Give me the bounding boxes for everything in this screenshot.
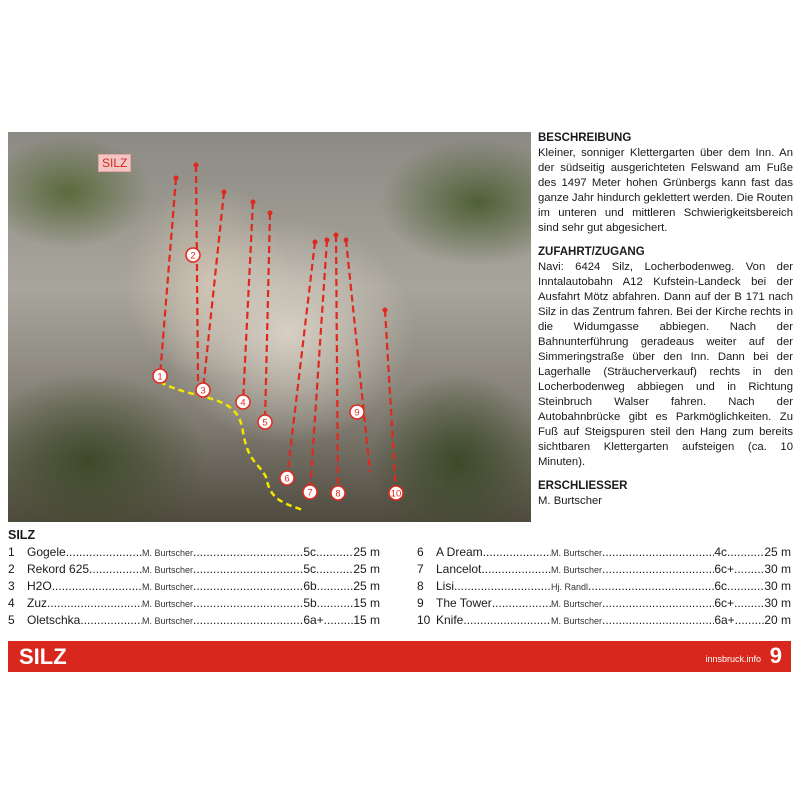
route-name: H2O	[27, 579, 52, 593]
leader-dots	[727, 545, 764, 559]
route-length: 20 m	[764, 613, 791, 627]
route-length: 30 m	[764, 579, 791, 593]
leader-dots	[193, 613, 303, 627]
route-name: Knife	[436, 613, 464, 627]
section-heading: ERSCHLIESSER	[538, 480, 628, 492]
footer-site: innsbruck.info	[705, 654, 761, 664]
page-number: 9	[769, 643, 782, 668]
section-description	[538, 131, 793, 236]
leader-dots	[316, 545, 353, 559]
route-grade: 6b	[303, 579, 317, 593]
route-row	[8, 545, 380, 562]
route-setter: M. Burtscher	[142, 616, 194, 626]
route-number: 5	[8, 613, 15, 627]
route-grade: 5b	[303, 596, 317, 610]
route-list-left	[8, 545, 380, 630]
route-marker-label: 3	[200, 385, 206, 397]
route-marker-label: 9	[354, 407, 360, 419]
route-number: 10	[417, 613, 431, 627]
route-name: Lancelot	[436, 562, 482, 576]
sector-title: SILZ	[8, 528, 36, 542]
anchor-dot	[251, 200, 256, 205]
route-setter: M. Burtscher	[551, 616, 603, 626]
route-line	[336, 235, 338, 493]
leader-dots	[193, 562, 303, 576]
route-number: 7	[417, 562, 424, 576]
route-marker-label: 10	[390, 488, 402, 500]
leader-dots	[193, 545, 303, 559]
section-heading: BESCHREIBUNG	[538, 132, 632, 144]
sector-tag: SILZ	[98, 154, 131, 172]
anchor-dot	[334, 233, 339, 238]
route-name: Oletschka	[27, 613, 81, 627]
route-row	[8, 562, 380, 579]
route-list-right	[417, 545, 791, 630]
anchor-dot	[194, 163, 199, 168]
route-length: 30 m	[764, 596, 791, 610]
leader-dots	[481, 562, 551, 576]
section-text: Kleiner, sonniger Klettergarten über dem Inn. An der südseitig ausgerichteten Felswand am Fuße des 1497 Meter hohen Grünbergs kann fast das ganze Jahr hindurch geklettert werden. Die Routen im unteren und mittleren Schwierigkeitsbereich sind sehr gut abgesichert.	[538, 147, 793, 234]
leader-dots	[52, 579, 142, 593]
anchor-dot	[383, 308, 388, 313]
route-marker-label: 1	[157, 371, 163, 383]
route-grade: 6a+	[714, 613, 735, 627]
route-grade: 5c	[303, 545, 316, 559]
route-name: Lisi	[436, 579, 455, 593]
route-line	[265, 213, 270, 422]
leader-dots	[602, 596, 714, 610]
leader-dots	[317, 596, 354, 610]
anchor-dot	[344, 238, 349, 243]
route-setter: M. Burtscher	[551, 565, 603, 575]
route-row	[417, 596, 791, 613]
leader-dots	[727, 579, 764, 593]
route-row	[417, 562, 791, 579]
leader-dots	[602, 545, 714, 559]
route-marker-label: 6	[284, 473, 290, 485]
route-line	[203, 192, 224, 390]
leader-dots	[317, 579, 354, 593]
route-grade: 6c	[714, 579, 727, 593]
route-name: Zuz	[27, 596, 48, 610]
section-access	[538, 245, 793, 470]
footer-title: SILZ	[19, 644, 67, 669]
route-grade: 4c	[714, 545, 727, 559]
route-marker-label: 7	[307, 487, 313, 499]
route-row	[417, 613, 791, 630]
footer-bar	[8, 641, 791, 672]
route-length: 25 m	[353, 545, 380, 559]
route-number: 1	[8, 545, 15, 559]
section-text: Navi: 6424 Silz, Locherbodenweg. Von der Inntalautobahn A12 Kufstein-Landeck bei der Ausfahrt Mötz abfahren. Dann auf der B 171 nach Silz in das Zentrum fahren. Bei der Kirche rechts in die Widumgasse abbiegen. Nach der Bahnunterführung geradeaus weiter auf der Simmeringstraße über den Inn. Dann bei der Lagerhalle (Sträucherverkauf) rechts in den Locherbodenweg abbiegen und in Richtung Steinbruch Walser fahren. Nach der Autobahnbrücke gibt es Parkmöglichkeiten. Zu Fuß auf Steigspuren steil den Hang zum bereits sichtbaren Klettergarten aufsteigen (ca. 10 Minuten).	[538, 261, 793, 468]
description-column	[538, 131, 793, 518]
anchor-dot	[222, 190, 227, 195]
leader-dots	[483, 545, 551, 559]
leader-dots	[734, 596, 764, 610]
route-setter: M. Burtscher	[142, 599, 194, 609]
leader-dots	[602, 562, 714, 576]
route-setter: M. Burtscher	[142, 565, 194, 575]
leader-dots	[66, 545, 142, 559]
route-grade: 6a+	[303, 613, 324, 627]
route-setter: M. Burtscher	[551, 548, 603, 558]
anchor-dot	[268, 211, 273, 216]
route-grade: 6c+	[714, 596, 734, 610]
route-number: 2	[8, 562, 15, 576]
leader-dots	[324, 613, 354, 627]
route-length: 25 m	[353, 579, 380, 593]
leader-dots	[47, 596, 142, 610]
route-topo-overlay	[8, 132, 531, 522]
route-line	[287, 242, 315, 478]
route-setter: Hj. Randl	[551, 582, 589, 592]
route-line	[310, 240, 327, 492]
leader-dots	[193, 596, 303, 610]
leader-dots	[316, 562, 353, 576]
route-length: 25 m	[764, 545, 791, 559]
leader-dots	[492, 596, 551, 610]
route-number: 6	[417, 545, 424, 559]
route-grade: 6c+	[714, 562, 734, 576]
route-row	[417, 579, 791, 596]
leader-dots	[463, 613, 551, 627]
anchor-dot	[174, 176, 179, 181]
section-developer	[538, 479, 793, 509]
route-line	[346, 240, 370, 472]
route-line	[243, 202, 253, 402]
route-number: 3	[8, 579, 15, 593]
leader-dots	[89, 562, 142, 576]
section-text: M. Burtscher	[538, 495, 603, 507]
route-name: A Dream	[436, 545, 483, 559]
crag-photo	[8, 132, 531, 522]
route-length: 15 m	[353, 596, 380, 610]
route-name: The Tower	[436, 596, 492, 610]
route-marker-label: 2	[190, 250, 196, 262]
route-line	[160, 178, 176, 376]
route-grade: 5c	[303, 562, 316, 576]
route-row	[417, 545, 791, 562]
leader-dots	[602, 613, 714, 627]
leader-dots	[734, 562, 764, 576]
leader-dots	[193, 579, 303, 593]
route-length: 30 m	[764, 562, 791, 576]
route-line	[196, 165, 198, 382]
leader-dots	[454, 579, 551, 593]
route-number: 4	[8, 596, 15, 610]
route-number: 9	[417, 596, 424, 610]
route-name: Rekord 625	[27, 562, 90, 576]
anchor-dot	[325, 238, 330, 243]
route-row	[8, 596, 380, 613]
route-setter: M. Burtscher	[551, 599, 603, 609]
leader-dots	[80, 613, 142, 627]
section-heading: ZUFAHRT/ZUGANG	[538, 246, 645, 258]
route-row	[8, 579, 380, 596]
route-line	[385, 310, 396, 493]
route-setter: M. Burtscher	[142, 548, 194, 558]
route-row	[8, 613, 380, 630]
route-marker-label: 5	[262, 417, 268, 429]
approach-path	[160, 382, 303, 510]
route-setter: M. Burtscher	[142, 582, 194, 592]
route-length: 25 m	[353, 562, 380, 576]
anchor-dot	[313, 240, 318, 245]
leader-dots	[588, 579, 714, 593]
route-marker-label: 4	[240, 397, 246, 409]
route-name: Gogele	[27, 545, 66, 559]
route-length: 15 m	[353, 613, 380, 627]
leader-dots	[735, 613, 765, 627]
route-marker-label: 8	[335, 488, 341, 500]
route-number: 8	[417, 579, 424, 593]
